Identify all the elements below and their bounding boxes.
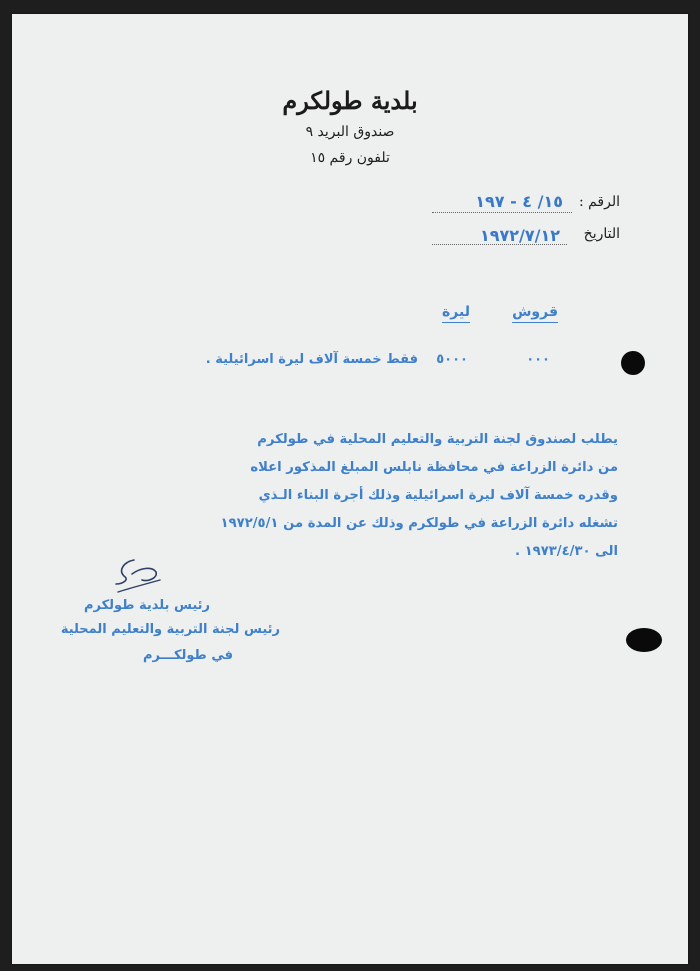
punch-hole-upper (621, 351, 645, 375)
handwritten-initials (112, 554, 172, 598)
body-line-5: الى ١٩٧٣/٤/٣٠ . (515, 544, 618, 559)
signature-line-1: رئيس بلدية طولكرم (83, 598, 210, 613)
signature-line-3: في طولكـــرم (143, 648, 233, 663)
number-value: ١٥/ ٤ - ١٩٧ (475, 192, 563, 211)
number-dotted-line (432, 212, 572, 213)
letter-page (12, 14, 688, 964)
number-label: الرقم : (578, 194, 620, 210)
amount-in-words: فقط خمسة آلاف ليرة اسرائيلية . (205, 352, 418, 367)
date-dotted-line (432, 244, 567, 245)
body-line-2: من دائرة الزراعة في محافظة نابلس المبلغ المذكور اعلاه (250, 460, 618, 475)
punch-hole-lower (626, 628, 662, 652)
lira-header: ليرة (442, 304, 470, 320)
qirsh-value: ٠٠٠ (526, 352, 550, 367)
po-box-line: صندوق البريد ٩ (305, 124, 395, 140)
date-value: ١٩٧٢/٧/١٢ (479, 226, 560, 245)
body-line-4: تشغله دائرة الزراعة في طولكرم وذلك عن المدة من ١٩٧٢/٥/١ (220, 516, 618, 531)
body-line-3: وقدره خمسة آلاف ليرة اسرائيلية وذلك أجرة البناء الـذي (258, 488, 618, 503)
qirsh-header: قروش (512, 304, 558, 320)
date-label: التاريخ (583, 226, 620, 242)
phone-line: تلفون رقم ١٥ (310, 150, 390, 166)
body-line-1: يطلب لصندوق لجنة التربية والتعليم المحلية في طولكرم (257, 432, 618, 447)
letterhead-title: بلدية طولكرم (282, 86, 418, 115)
signature-line-2: رئيس لجنة التربية والتعليم المحلية (60, 622, 280, 637)
lira-value: ٥٠٠٠ (436, 352, 468, 367)
